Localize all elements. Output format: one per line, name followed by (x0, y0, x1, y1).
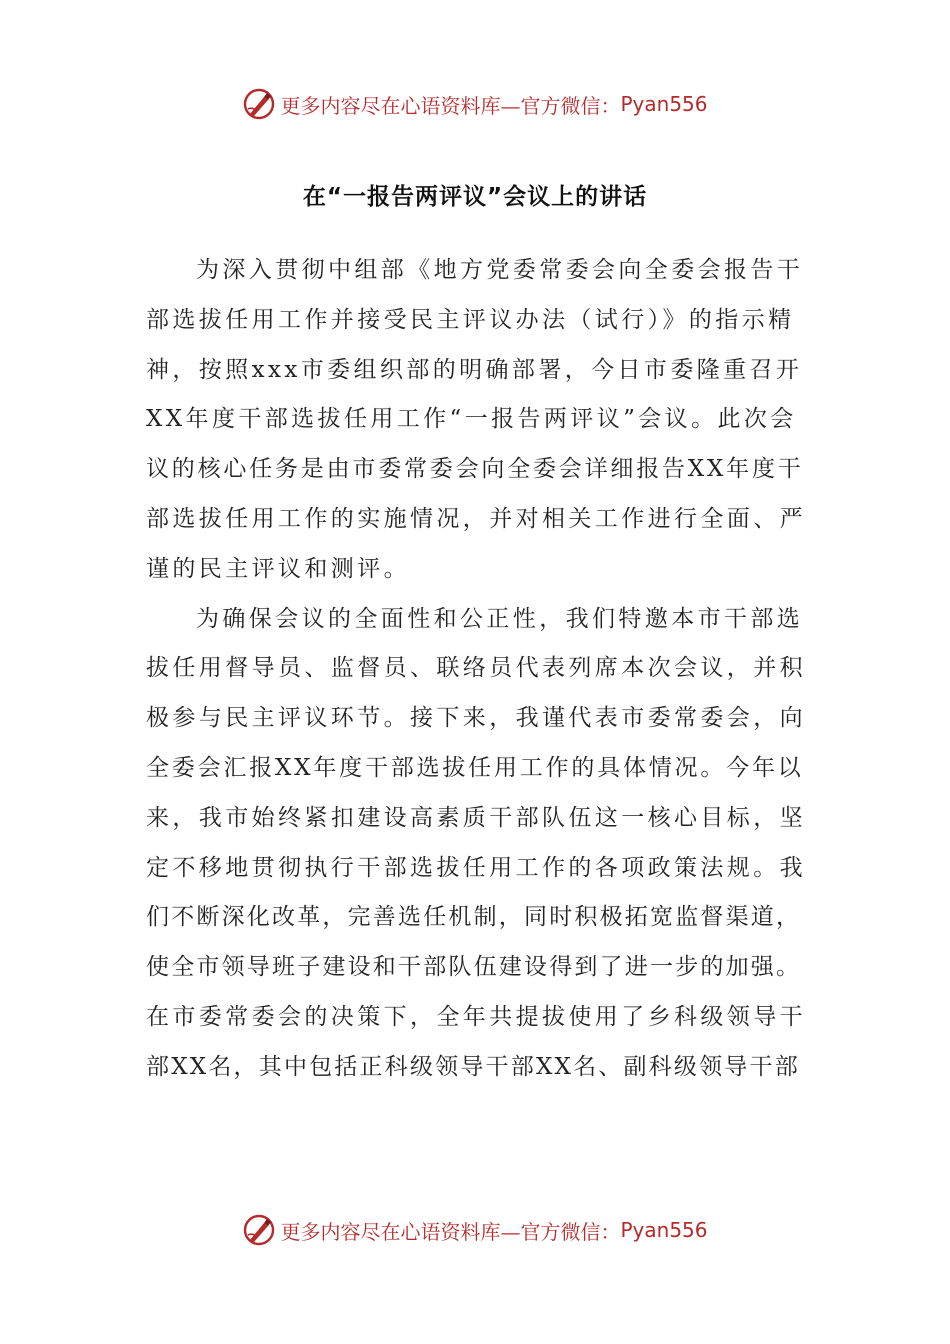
body-line: 部选拔任用工作并接受民主评议办法（试行）》的指示精 (146, 306, 795, 333)
banner-text: 更多内容尽在心语资料库—官方微信： (280, 93, 621, 118)
document-body (146, 246, 806, 1093)
body-line: 部XX名，其中包括正科级领导干部XX名、副科级领导干部 (146, 1053, 800, 1080)
pen-circle-logo-icon (242, 87, 276, 121)
body-line: 谨的民主评议和测评。 (146, 555, 410, 582)
body-line: 拔任用督导员、监督员、联络员代表列席本次会议，并积 (146, 655, 806, 682)
body-line: XX年度干部选拔任用工作“一报告两评议”会议。此次会 (146, 406, 797, 433)
body-line: 在市委常委会的决策下，全年共提拔使用了乡科级领导干 (146, 1003, 806, 1030)
banner-wechat-id: Pyan556 (620, 1218, 708, 1242)
body-line: 部选拔任用工作的实施情况，并对相关工作进行全面、严 (146, 505, 806, 532)
body-line: 使全市领导班子建设和干部队伍建设得到了进一步的加强。 (146, 954, 802, 981)
body-line: 为深入贯彻中组部《地方党委常委会向全委会报告干 (196, 257, 804, 283)
header-banner (0, 84, 950, 124)
body-line: 来，我市始终紧扣建设高素质干部队伍这一核心目标，坚 (146, 804, 806, 831)
body-line: 全委会汇报XX年度干部选拔任用工作的具体情况。今年以 (146, 754, 804, 781)
footer-banner (0, 1210, 950, 1250)
body-line: 议的核心任务是由市委常委会向全委会详细报告XX年度干 (146, 456, 804, 483)
banner-wechat-id: Pyan556 (620, 92, 708, 116)
body-line: 为确保会议的全面性和公正性，我们特邀本市干部选 (196, 605, 804, 632)
body-line: 极参与民主评议环节。接下来，我谨代表市委常委会，向 (146, 705, 806, 732)
body-line: 们不断深化改革，完善选任机制，同时积极拓宽监督渠道， (146, 904, 802, 931)
pen-circle-logo-icon (242, 1213, 276, 1247)
body-line: 定不移地贯彻执行干部选拔任用工作的各项政策法规。我 (146, 854, 806, 881)
document-title: 在“一报告两评议”会议上的讲话 (302, 184, 648, 210)
body-line: 神，按照xxx市委组织部的明确部署，今日市委隆重召开 (146, 356, 803, 383)
banner-text: 更多内容尽在心语资料库—官方微信： (280, 1219, 621, 1244)
